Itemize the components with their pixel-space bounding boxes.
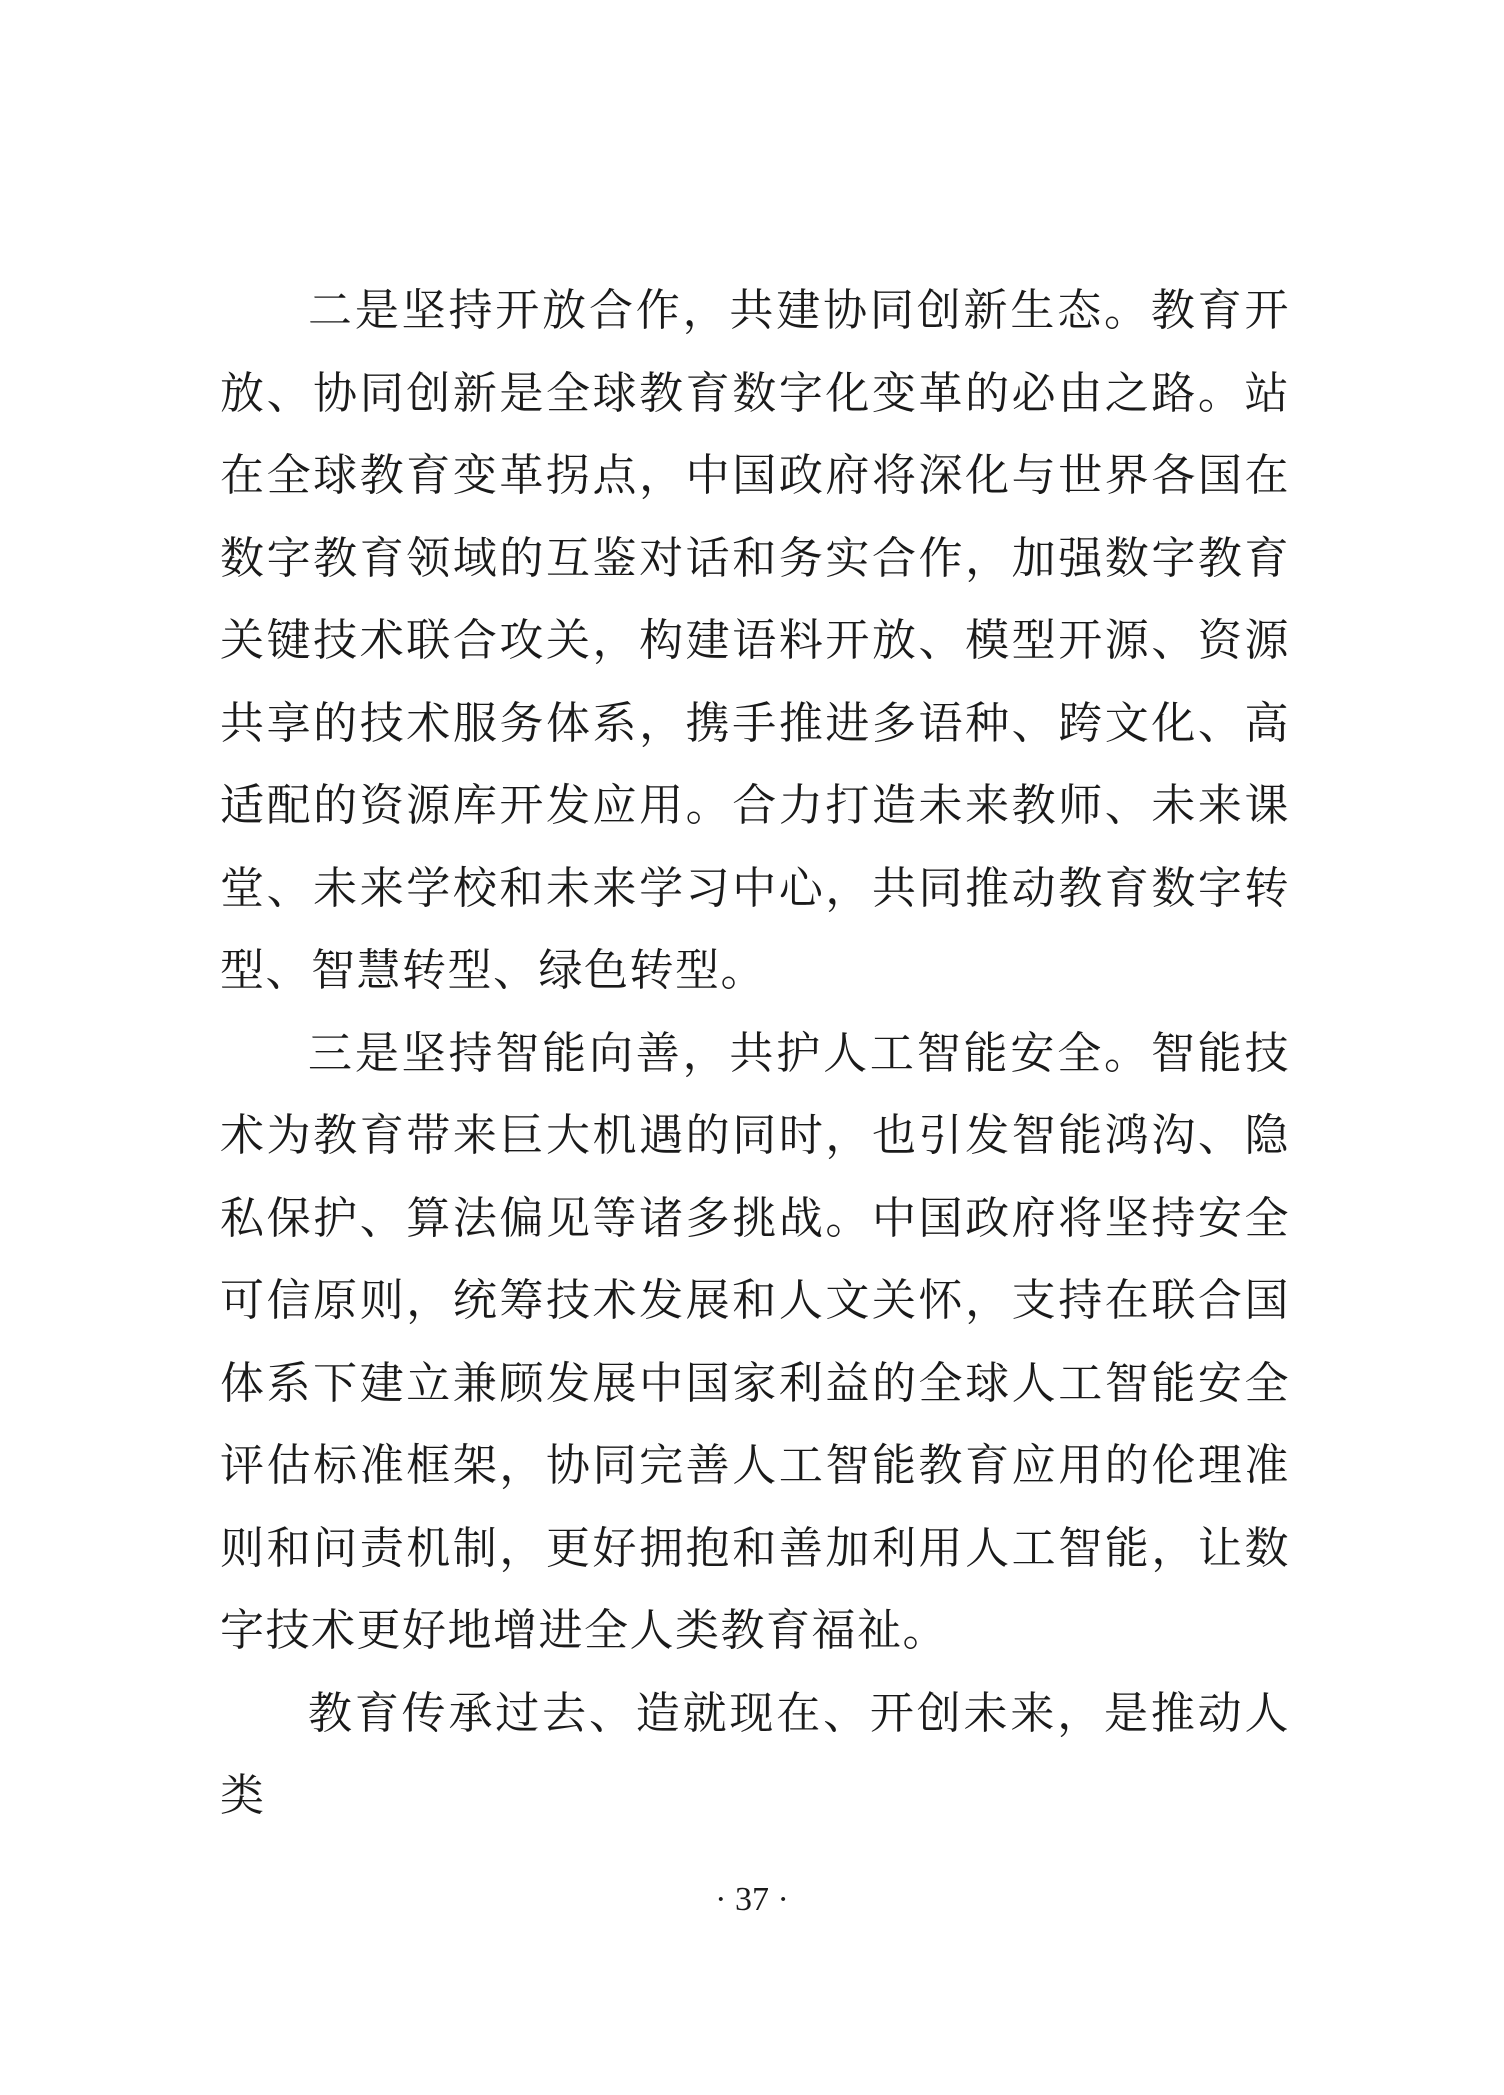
body-text	[220, 270, 1290, 1838]
page-number: · 37 ·	[715, 1881, 789, 1918]
paragraph-open-cooperation: 二是坚持开放合作，共建协同创新生态。教育开放、协同创新是全球教育数字化变革的必由之路。站在全球教育变革拐点，中国政府将深化与世界各国在数字教育领域的互鉴对话和务实合作，加强数字教育关键技术联合攻关，构建语料开放、模型开源、资源共享的技术服务体系，携手推进多语种、跨文化、高适配的资源库开发应用。合力打造未来教师、未来课堂、未来学校和未来学习中心，共同推动教育数字转型、智慧转型、绿色转型。	[220, 285, 1290, 996]
paragraph-ai-for-good: 三是坚持智能向善，共护人工智能安全。智能技术为教育带来巨大机遇的同时，也引发智能鸿沟、隐私保护、算法偏见等诸多挑战。中国政府将坚持安全可信原则，统筹技术发展和人文关怀，支持在联合国体系下建立兼顾发展中国家利益的全球人工智能安全评估标准框架，协同完善人工智能教育应用的伦理准则和问责机制，更好拥抱和善加利用人工智能，让数字技术更好地增进全人类教育福祉。	[220, 1027, 1290, 1656]
paragraph-education-future: 教育传承过去、造就现在、开创未来，是推动人类	[220, 1687, 1290, 1821]
